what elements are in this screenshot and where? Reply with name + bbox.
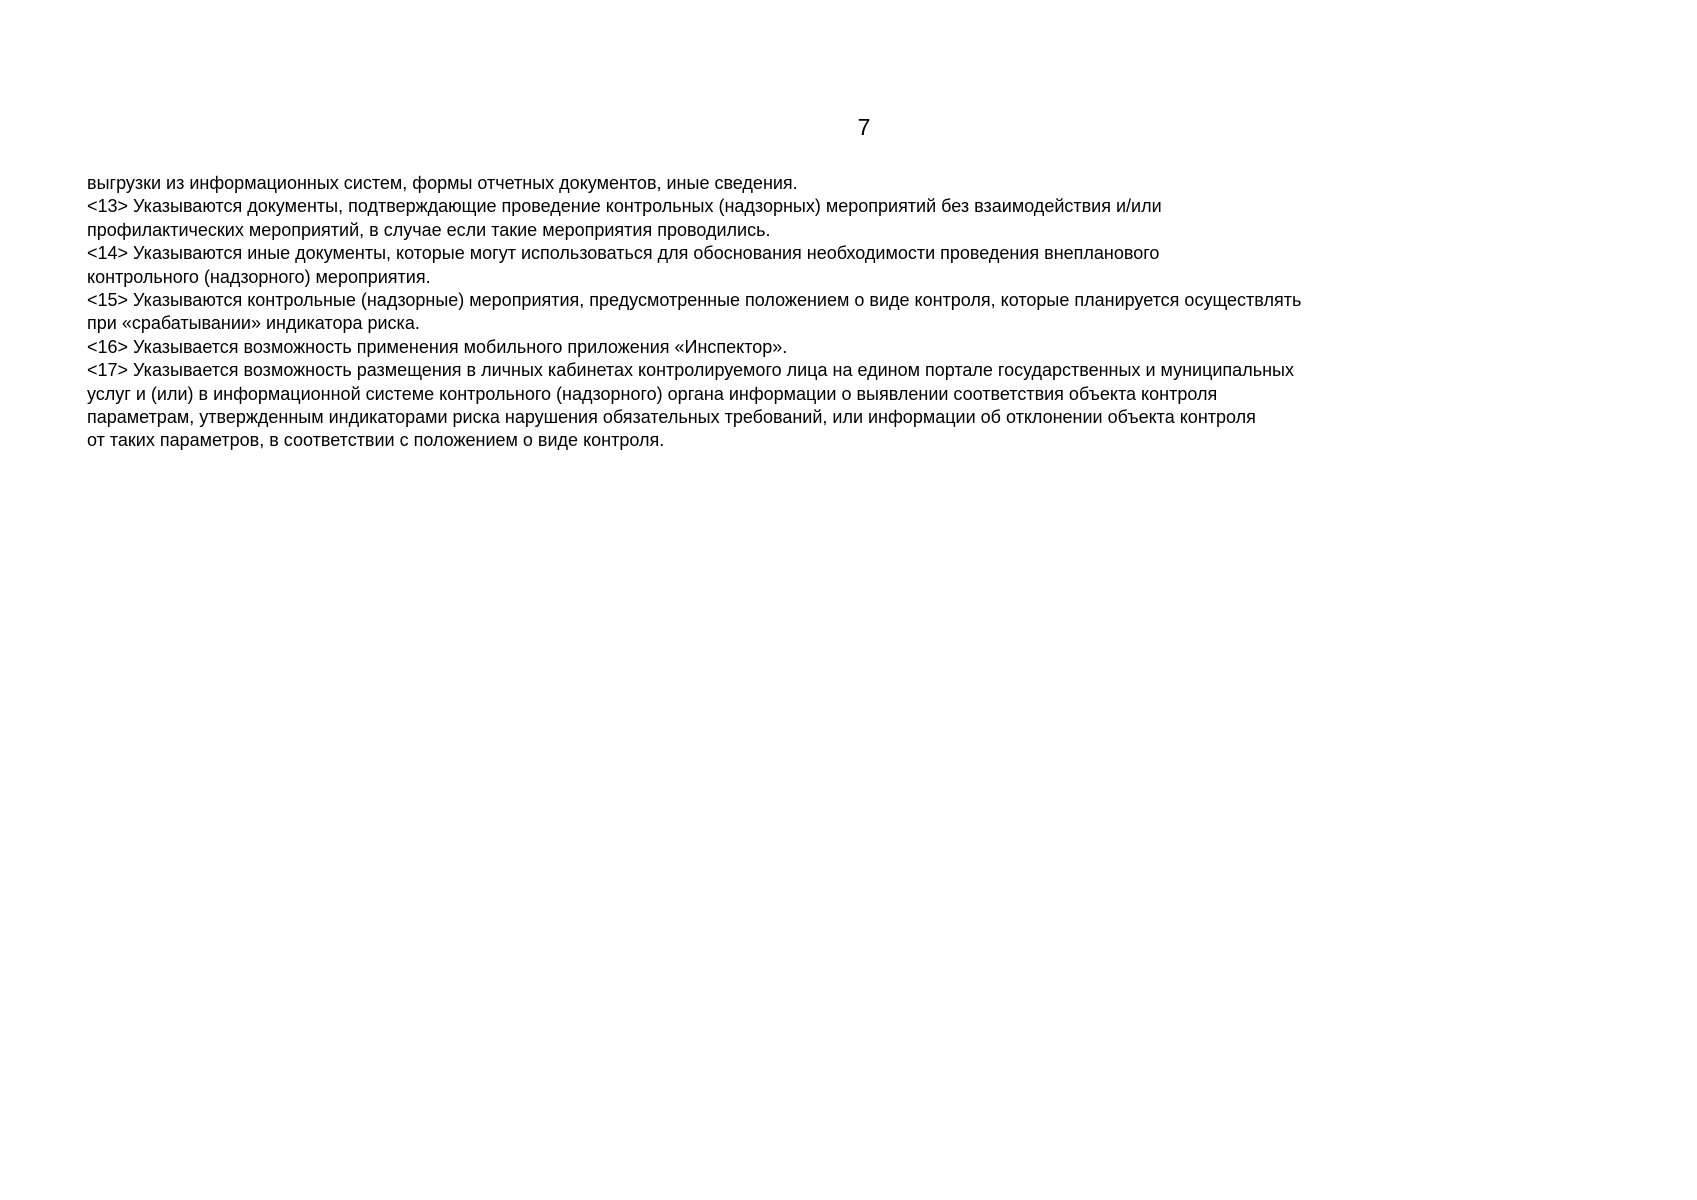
footnote-line: профилактических мероприятий, в случае если такие мероприятия проводились. — [87, 219, 771, 240]
footnote-line: <15> Указываются контрольные (надзорные) мероприятия, предусмотренные положением о виде контроля, которые планируется осуществлять — [87, 290, 1302, 311]
footnotes-block — [87, 172, 1667, 453]
footnote-line: контрольного (надзорного) мероприятия. — [87, 266, 431, 287]
footnote-line: услуг и (или) в информационной системе контрольного (надзорного) органа информации о выявлении соответствия объекта контроля — [87, 383, 1218, 404]
footnote-line: <13> Указываются документы, подтверждающие проведение контрольных (надзорных) мероприятий без взаимодействия и/или — [87, 196, 1162, 217]
page-number: 7 — [857, 114, 871, 140]
footnote-line: <14> Указываются иные документы, которые могут использоваться для обоснования необходимости проведения внепланового — [87, 243, 1160, 264]
footnote-line: <17> Указывается возможность размещения в личных кабинетах контролируемого лица на едином портале государственных и муниципальных — [87, 360, 1294, 381]
footnote-line: от таких параметров, в соответствии с положением о виде контроля. — [87, 430, 665, 451]
footnote-line: при «срабатывании» индикатора риска. — [87, 313, 420, 334]
footnote-line: <16> Указывается возможность применения мобильного приложения «Инспектор». — [87, 336, 788, 357]
footnote-line: выгрузки из информационных систем, формы отчетных документов, иные сведения. — [87, 173, 798, 193]
footnote-line: параметрам, утвержденным индикаторами риска нарушения обязательных требований, или информации об отклонении объекта контроля — [87, 407, 1256, 428]
